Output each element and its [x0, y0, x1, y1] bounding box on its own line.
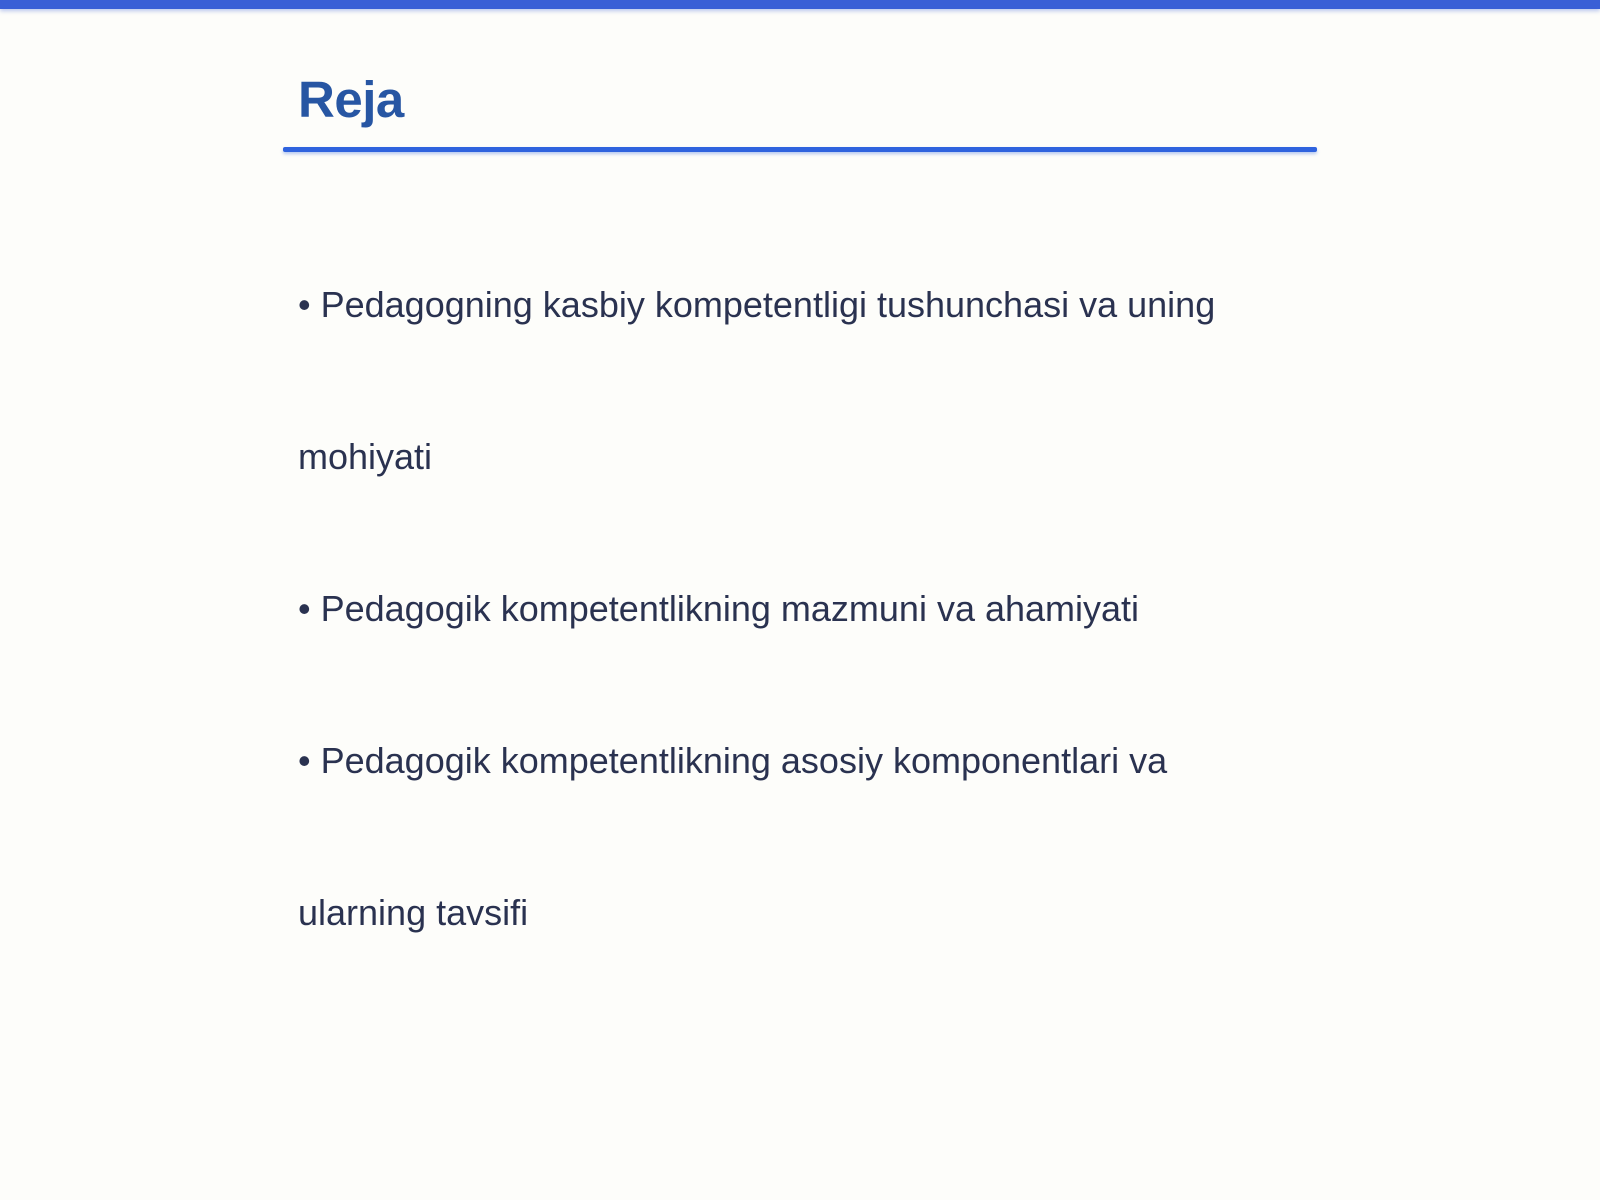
plan-item-2: • Pedagogik kompetentlikning mazmuni va ahamiyati	[298, 588, 1140, 629]
plan-item-1-line-2: mohiyati	[298, 436, 433, 477]
slide-title: Reja	[298, 71, 404, 128]
plan-item-3-line-2: ularning tavsifi	[298, 892, 529, 933]
plan-item-1-line-1: • Pedagogning kasbiy kompetentligi tushunchasi va uning	[298, 284, 1216, 325]
plan-item-3-line-1: • Pedagogik kompetentlikning asosiy komponentlari va	[298, 740, 1168, 781]
title-underline	[283, 147, 1317, 152]
